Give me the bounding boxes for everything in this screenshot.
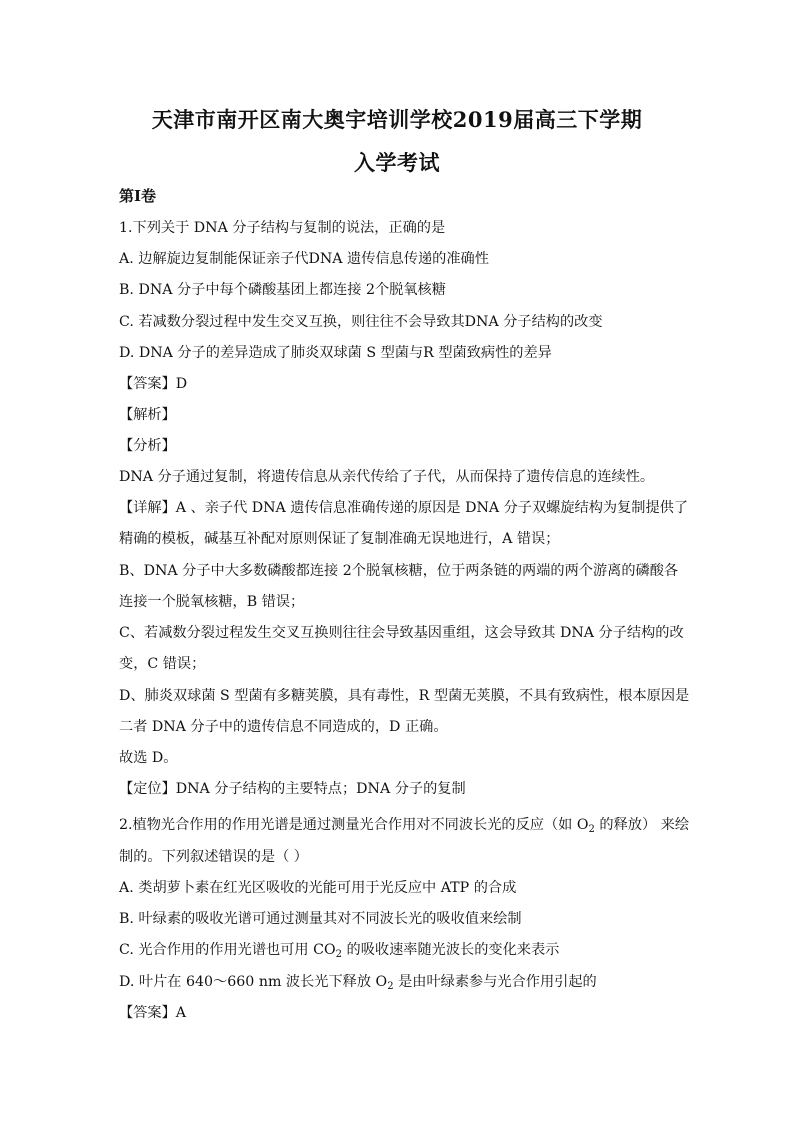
question-2-answer: 【答案】A [119,1005,186,1021]
question-1-detail-line: 二者 DNA 分子中的遗传信息不同造成的，D 正确。 [119,719,448,735]
question-1-explanation-label: 【解析】 [119,407,176,423]
question-2-option-d: D. 叶片在 640～660 nm 波长光下释放 $O_2$ 是由叶绿素参与光合作用引起的 [119,974,597,992]
question-2-stem-line-1: 2.植物光合作用的作用光谱是通过测量光合作用对不同波长光的反应（如 $O_2$ 的释放） 来绘 [119,817,690,835]
question-1-option-a: A. 边解旋边复制能保证亲子代DNA 遗传信息传递的准确性 [119,251,489,267]
section-heading: 第I卷 [119,187,157,205]
question-1-detail-line: 连接一个脱氧核糖，B 错误； [119,594,305,610]
exam-title-line-1: 天津市南开区南大奥宇培训学校2019届高三下学期 [151,107,643,132]
question-2-option-c: C. 光合作用的作用光谱也可用 $CO_2$ 的吸收速率随光波长的变化来表示 [119,942,560,960]
question-1-detail-line: D、肺炎双球菌 S 型菌有多糖荚膜，具有毒性，R 型菌无荚膜，不具有致病性，根本原因是 [119,688,690,704]
question-2-option-a: A. 类胡萝卜素在红光区吸收的光能可用于光反应中 ATP 的合成 [119,880,517,896]
question-1-detail-line: C、若减数分裂过程发生交叉互换则往往会导致基因重组，这会导致其 DNA 分子结构的改 [119,625,684,641]
question-1-answer: 【答案】D [119,376,188,392]
question-1-stem: 1.下列关于 DNA 分子结构与复制的说法，正确的是 [119,220,446,236]
question-2-stem-line-2: 制的。下列叙述错误的是（ ） [119,849,308,865]
question-1-option-d: D. DNA 分子的差异造成了肺炎双球菌 S 型菌与R 型菌致病性的差异 [119,345,552,361]
question-1-option-c: C. 若减数分裂过程中发生交叉互换，则往往不会导致其DNA 分子结构的改变 [119,314,603,330]
question-1-detail-line: B、DNA 分子中大多数磷酸都连接 2个脱氧核糖，位于两条链的两端的两个游离的磷酸各 [119,563,679,579]
question-1-option-b: B. DNA 分子中每个磷酸基团上都连接 2个脱氧核糖 [119,282,446,298]
question-1-detail-line: 【详解】A 、亲子代 DNA 遗传信息准确传递的原因是 DNA 分子双螺旋结构为复制提供了 [119,500,689,516]
question-2-option-b: B. 叶绿素的吸收光谱可通过测量其对不同波长光的吸收值来绘制 [119,911,522,927]
question-1-detail-line: 变，C 错误； [119,656,206,672]
question-1-topic: 【定位】DNA 分子结构的主要特点；DNA 分子的复制 [119,781,466,797]
question-1-detail-line: 精确的模板，碱基互补配对原则保证了复制准确无误地进行，A 错误； [119,531,560,547]
question-1-conclusion: 故选 D。 [119,750,178,766]
question-1-analysis-text: DNA 分子通过复制，将遗传信息从亲代传给了子代，从而保持了遗传信息的连续性。 [119,469,655,485]
exam-title-line-2: 入学考试 [354,150,440,175]
question-1-analysis-label: 【分析】 [119,438,176,454]
